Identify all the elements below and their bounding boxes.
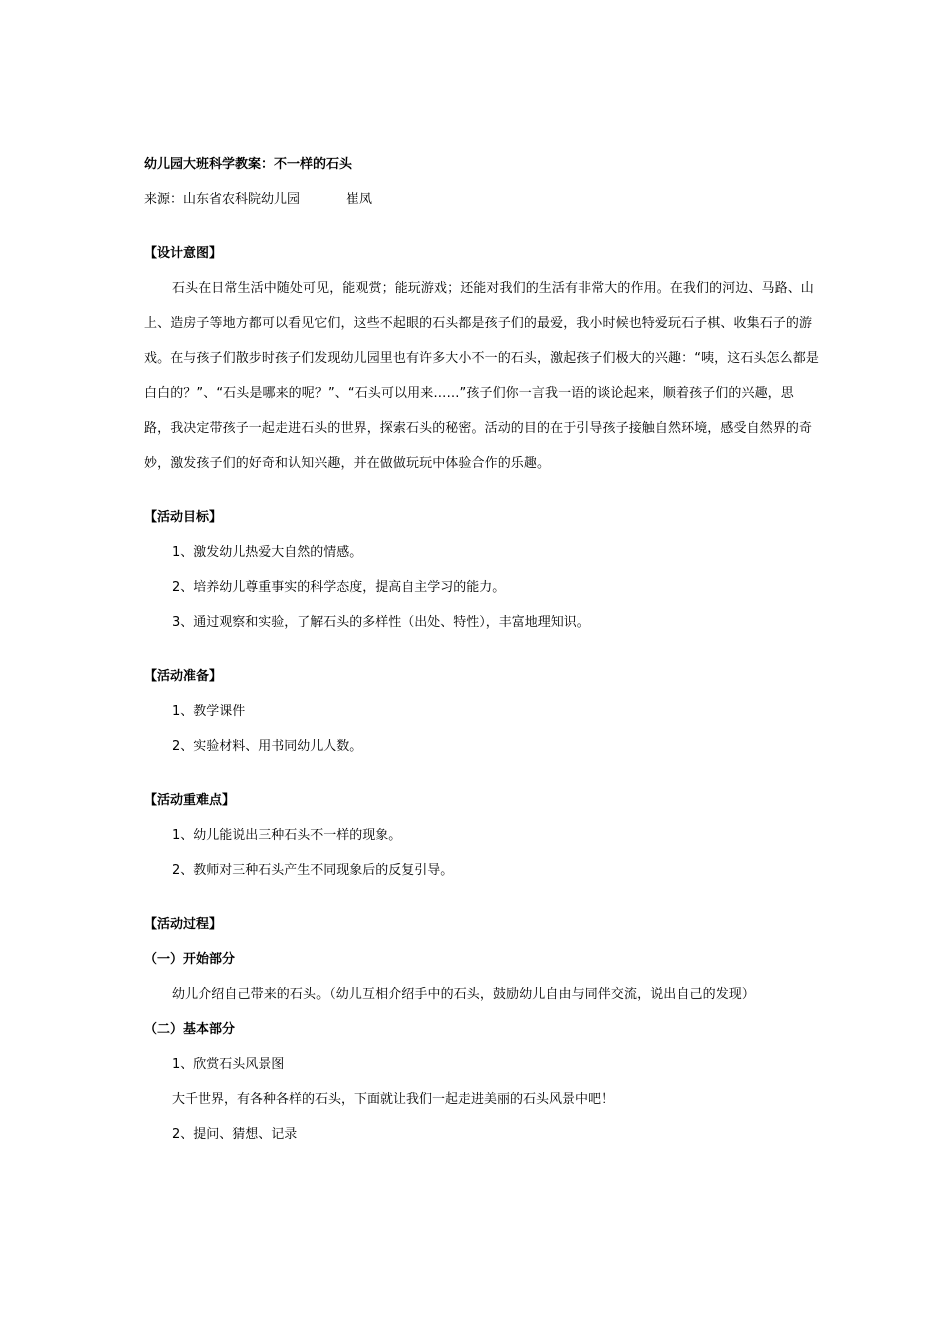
goal-item: 2、培养幼儿尊重事实的科学态度，提高自主学习的能力。	[172, 580, 506, 595]
document-title: 幼儿园大班科学教案：不一样的石头	[144, 157, 353, 172]
section-heading-process: 【活动过程】	[144, 917, 223, 932]
section-heading-design: 【设计意图】	[144, 246, 223, 261]
spacer	[144, 640, 824, 659]
goal-item: 1、激发幼儿热爱大自然的情感。	[172, 545, 363, 560]
prep-item: 2、实验材料、用书同幼儿人数。	[172, 739, 363, 754]
document-page	[144, 147, 824, 1152]
spacer	[144, 217, 824, 236]
process-item: 1、欣赏石头风景图	[172, 1057, 285, 1072]
spacer	[144, 888, 824, 907]
process-part2-heading: （二）基本部分	[144, 1022, 236, 1037]
source-label: 来源：山东省农科院幼儿园	[144, 192, 301, 207]
process-part1-paragraph: 幼儿介绍自己带来的石头。（幼儿互相介绍手中的石头，鼓励幼儿自由与同伴交流，说出自己的发现）	[172, 987, 756, 1002]
document-source	[144, 182, 824, 217]
prep-item: 1、教学课件	[172, 704, 246, 719]
keypoint-item: 2、教师对三种石头产生不同现象后的反复引导。	[172, 863, 454, 878]
author-name: 崔凤	[346, 192, 373, 207]
goal-item: 3、通过观察和实验，了解石头的多样性（出处、特性），丰富地理知识。	[172, 615, 590, 630]
spacer	[144, 764, 824, 783]
process-item-text: 大千世界，有各种各样的石头，下面就让我们一起走进美丽的石头风景中吧！	[172, 1092, 615, 1107]
process-item: 2、提问、猜想、记录	[172, 1127, 298, 1142]
section-heading-keypoints: 【活动重难点】	[144, 793, 236, 808]
section-heading-goals: 【活动目标】	[144, 510, 223, 525]
section-heading-prep: 【活动准备】	[144, 669, 223, 684]
process-part1-heading: （一）开始部分	[144, 952, 236, 967]
keypoint-item: 1、幼儿能说出三种石头不一样的现象。	[172, 828, 402, 843]
spacer	[144, 481, 824, 500]
design-paragraph: 石头在日常生活中随处可见，能观赏；能玩游戏；还能对我们的生活有非常大的作用。在我们的河边、马路、山上、造房子等地方都可以看见它们，这些不起眼的石头都是孩子们的最爱，我小时候也特爱玩石子棋、收集石子的游戏。在与孩子们散步时孩子们发现幼儿园里也有许多大小不一的石头，激起孩子们极大的兴趣：“咦，这石头怎么都是白白的？”、“石头是哪来的呢？”、“石头可以用来……”孩子们你一言我一语的谈论起来，顺着孩子们的兴趣，思路，我决定带孩子一起走进石头的世界，探索石头的秘密。活动的目的在于引导孩子接触自然环境，感受自然界的奇妙，激发孩子们的好奇和认知兴趣，并在做做玩玩中体验合作的乐趣。	[144, 281, 819, 471]
